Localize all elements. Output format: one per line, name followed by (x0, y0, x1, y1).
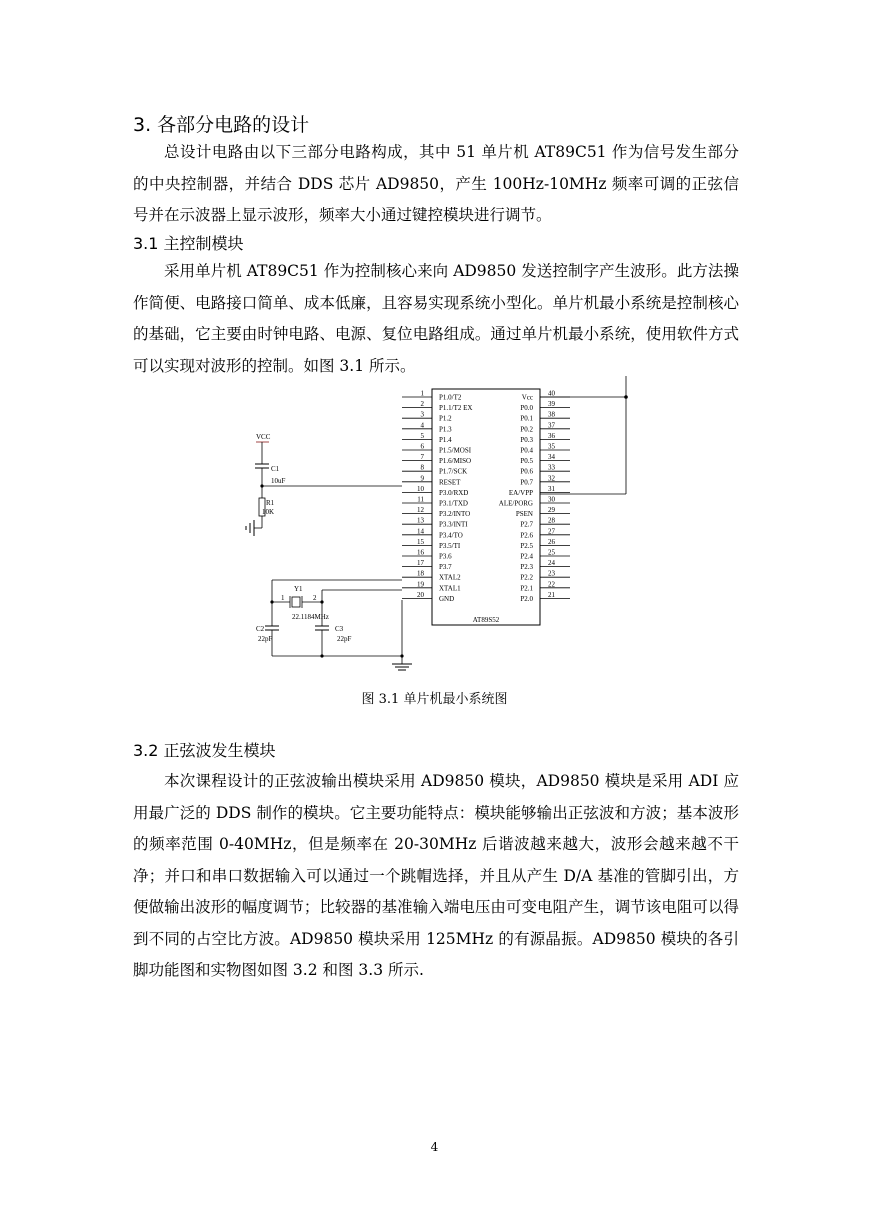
pin-label: P1.3 (439, 425, 452, 434)
pin-label: P1.0/T2 (439, 393, 462, 402)
pin-label: P0.7 (520, 478, 533, 487)
pin-number: 29 (548, 506, 555, 515)
pin-number: 1 (420, 389, 424, 398)
pin-label: P0.5 (520, 457, 533, 466)
pin-number: 27 (548, 527, 555, 536)
pin-label: P3.1/TXD (439, 499, 468, 508)
pin-label: P0.2 (520, 425, 533, 434)
pin-number: 36 (548, 431, 555, 440)
pin-number: 21 (548, 590, 555, 599)
pin-number: 7 (420, 453, 424, 462)
section-3-1-title: 3.1 主控制模块 (133, 234, 244, 253)
pin-number: 34 (548, 453, 555, 462)
pin-label: P0.0 (520, 404, 533, 413)
section-3-2-title: 3.2 正弦波发生模块 (133, 741, 276, 760)
pin-number: 10 (417, 484, 424, 493)
c3-value: 22pF (337, 635, 352, 643)
pin-number: 6 (420, 442, 424, 451)
pin-number: 9 (420, 474, 424, 483)
pin-number: 11 (417, 495, 424, 504)
pin-label: P1.6/MISO (439, 457, 472, 466)
y1-value: 22.1184MHz (292, 613, 329, 621)
pin-label: P1.7/SCK (439, 467, 468, 476)
y1-body (292, 597, 300, 607)
right-pins (499, 390, 570, 603)
junction-dot (320, 600, 323, 603)
pin-number: 37 (548, 421, 555, 430)
pin-label: P1.4 (439, 435, 452, 444)
pin-label: P2.1 (520, 584, 533, 593)
section-title: 3. 各部分电路的设计 (133, 114, 310, 136)
c2-label: C2 (256, 625, 265, 633)
pin-label: P2.4 (520, 552, 533, 561)
pin-label: XTAL2 (439, 573, 461, 582)
pin-label: P1.5/MOSI (439, 446, 472, 455)
pin-number: 19 (417, 580, 424, 589)
pin-label: P0.3 (520, 435, 533, 444)
pin-number: 18 (417, 569, 424, 578)
pin-label: P1.1/T2 EX (439, 404, 473, 413)
c3-label: C3 (335, 625, 344, 633)
pin-number: 30 (548, 495, 555, 504)
pin-number: 17 (417, 559, 424, 568)
pin-number: 12 (417, 506, 424, 515)
pin-label: XTAL1 (439, 584, 461, 593)
pin-number: 39 (548, 400, 555, 409)
pin-number: 3 (420, 410, 424, 419)
pin-label: ALE/PORG (498, 499, 533, 508)
pin-label: P3.2/INTO (439, 510, 471, 519)
pin-number: 15 (417, 537, 424, 546)
pin-label: P2.5 (520, 541, 533, 550)
pin-label: P1.2 (439, 414, 452, 423)
pin-number: 20 (417, 590, 424, 599)
pin-number: 13 (417, 516, 424, 525)
y1-pin2: 2 (313, 594, 317, 602)
pin-number: 33 (548, 463, 555, 472)
pin-label: RESET (439, 478, 461, 487)
y1-pin1: 1 (281, 594, 285, 602)
junction-dot (320, 654, 323, 657)
pin-number: 25 (548, 548, 555, 557)
pin-label: P0.4 (520, 446, 533, 455)
pin-label: P0.6 (520, 467, 533, 476)
pin-label: P3.0/RXD (439, 488, 469, 497)
c1-label: C1 (271, 465, 280, 473)
pin-label: P3.3/INTI (439, 520, 468, 529)
pin-number: 26 (548, 537, 555, 546)
pin-label: GND (439, 594, 455, 603)
figure-caption: 图 3.1 单片机最小系统图 (361, 692, 508, 707)
r1-value: 10K (262, 508, 275, 516)
junction-dot (260, 484, 263, 487)
chip-name: AT89S52 (472, 616, 500, 624)
pin-number: 38 (548, 410, 555, 419)
section-3-2-paragraph: 本次课程设计的正弦波输出模块采用 AD9850 模块，AD9850 模块是采用 ADI 应用最广泛的 DDS 制作的模块。它主要功能特点：模块能够输出正弦波和方波；基本波形的频率范围 0-40MHz，但是频率在 20-30MHz 后谐波越来越大，波形会越来越不干净；并口和串口数据输入可以通过一个跳帽选择，并且从产生 D/A 基准的管脚引出，方便做输出波形的幅度调节；比较器的基准输入端电压由可变电阻产生，调节该电阻可以得到不同的占空比方波。AD9850 模块采用 125MHz 的有源晶振。AD9850 模块的各引脚功能图和实物图如图 3.2 和图 3.3 所示. (133, 772, 739, 979)
pin-number: 35 (548, 442, 555, 451)
pin-number: 23 (548, 569, 555, 578)
pin-number: 24 (548, 559, 555, 568)
pin-label: P2.0 (520, 594, 533, 603)
pin-label: P0.1 (520, 414, 533, 423)
pin-number: 40 (548, 389, 555, 398)
pin-number: 14 (417, 527, 424, 536)
pin-number: 22 (548, 580, 555, 589)
pin-number: 16 (417, 548, 424, 557)
pin-number: 5 (420, 431, 424, 440)
pin-label: P3.7 (439, 563, 452, 572)
page-number: 4 (430, 1140, 439, 1154)
pin-label: EA/VPP (508, 488, 533, 497)
c2-value: 22pF (258, 635, 273, 643)
section-3-1-paragraph: 采用单片机 AT89C51 作为控制核心来向 AD9850 发送控制字产生波形。此方法操作简便、电路接口简单、成本低廉，且容易实现系统小型化。单片机最小系统是控制核心的基础，它主要由时钟电路、电源、复位电路组成。通过单片机最小系统，使用软件方式可以实现对波形的控制。如图 3.1 所示。 (133, 262, 739, 375)
pin-number: 2 (420, 400, 424, 409)
c1-value: 10uF (271, 477, 286, 485)
vcc-label: VCC (256, 433, 271, 441)
pin-label: P3.6 (439, 552, 452, 561)
pin-label: P3.5/TI (439, 541, 461, 550)
pin-number: 31 (548, 484, 555, 493)
y1-label: Y1 (294, 585, 303, 593)
pin-number: 32 (548, 474, 555, 483)
intro-paragraph: 总设计电路由以下三部分电路构成，其中 51 单片机 AT89C51 作为信号发生部分的中央控制器，并结合 DDS 芯片 AD9850，产生 100Hz-10MHz 频率可调的正弦信号并在示波器上显示波形，频率大小通过键控模块进行调节。 (133, 143, 739, 224)
schematic-figure (234, 376, 636, 674)
junction-dot (624, 395, 628, 399)
pin-label: P2.6 (520, 531, 533, 540)
left-pins (402, 390, 472, 603)
pin-number: 28 (548, 516, 555, 525)
pin-number: 8 (420, 463, 424, 472)
r1-label: R1 (266, 499, 275, 507)
pin-label: P2.7 (520, 520, 533, 529)
pin-label: PSEN (515, 510, 533, 519)
pin-label: P2.2 (520, 573, 533, 582)
pin-label: P2.3 (520, 563, 533, 572)
pin-label: Vcc (521, 393, 533, 402)
pin-number: 4 (420, 421, 424, 430)
pin-label: P3.4/TO (439, 531, 463, 540)
